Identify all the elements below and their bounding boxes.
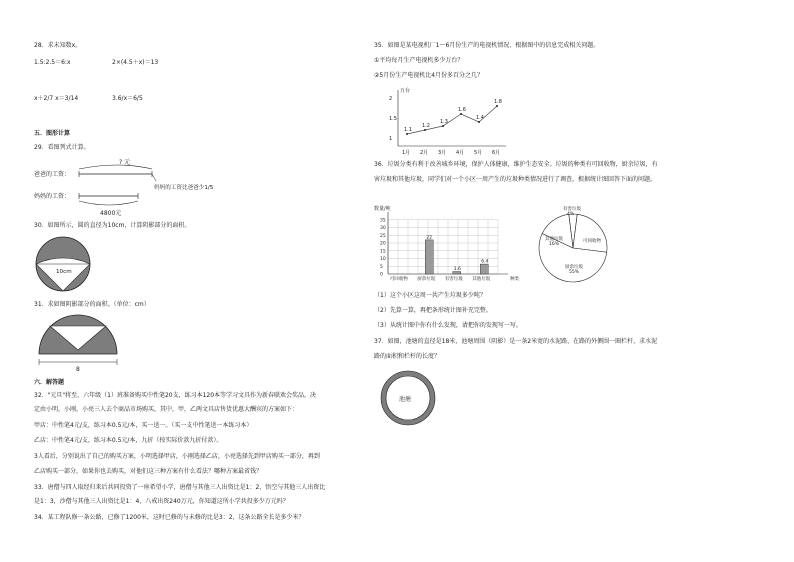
q34-text: 34．某工程队修一条公路，已修了1200米，这时已修的与未修的比是3：2，这条公路全长是多少米？ [34, 514, 305, 521]
pie-label-line: 4% [567, 212, 575, 217]
q28-equation-1: 1.5:2.5＝6:x [34, 59, 71, 66]
x-tick-label: 6月 [492, 150, 501, 156]
q37-pond-label: 池塘 [399, 396, 412, 403]
q33-line-2: 是1：3，沙僧与其他三人出资比是1：4，八戒出资240万元，你知道这所小学共投多少万元吗？ [34, 498, 289, 505]
data-label: 1.6 [458, 107, 466, 113]
section-5-heading: 五．图形计算 [34, 130, 71, 137]
y-tick-label: 0 [380, 272, 383, 278]
y-axis-unit-label: 万台 [400, 88, 411, 94]
q36-question-1: （1）这个小区这周一共产生垃圾多少吨？ [374, 292, 486, 299]
x-tick-label: 其他垃圾 [472, 277, 491, 282]
q35-line-chart [380, 84, 510, 154]
q29-total-label: ? 元 [119, 159, 131, 166]
q29-title: 29．看图列式计算。 [34, 144, 90, 151]
pie-label-line: 有害垃圾 [563, 207, 581, 212]
y-tick-label: 2 [389, 96, 393, 102]
data-point [460, 113, 462, 115]
q37-line-2: 路的面积和栏杆的长度？ [374, 353, 441, 360]
q36-line-2: 害垃圾和其他垃圾，同学们对一个小区一周产生的垃圾种类情况进行了调查，根据统计图回答下面的问题。 [374, 176, 657, 183]
q28-title: 28．求未知数x。 [34, 42, 82, 49]
q31-diagram [34, 314, 134, 374]
q30-dimension: 10cm [56, 269, 72, 275]
q29-mother-label: 妈妈的工资： [34, 193, 71, 200]
data-label: 1.2 [422, 123, 430, 129]
q30-diagram [34, 235, 94, 295]
q29-note: 妈妈的工资比爸爸少1/5 [154, 185, 214, 191]
q33-line-1: 33．唐僧与四人取经归来后共同投资了一座希望小学，唐僧与其他三人出资比是1：2，悟空与其他三人出资比 [34, 484, 326, 491]
pie-label-line: 55% [569, 270, 580, 275]
q35-line-2: ①平均每月生产电视机多少万台？ [374, 57, 464, 64]
q32-line-6: 乙店购买一部分，如果你也去购买，对他们这三种方案有什么看法？哪种方案最省钱？ [34, 468, 263, 475]
q29-top-brace [79, 165, 152, 169]
q29-bottom-label: 4800元 [100, 210, 122, 217]
y-tick-label: 20 [380, 241, 386, 247]
q32-line-5: 3人看后，分别说出了自己的购买方案，小明选择甲店，小刚选择乙店，小亮选择先到甲店购买一部分，再到 [34, 453, 320, 460]
q31-title: 31．求如图阴影部分的面积。（单位：cm） [34, 301, 150, 308]
data-label: 1.8 [494, 99, 502, 105]
q29-father-label: 爸爸的工资： [34, 171, 71, 178]
pie-label-line: 可回收物 [583, 239, 601, 244]
x-tick-label: 4月 [456, 150, 465, 156]
q31-dimension: 8 [76, 366, 80, 373]
x-tick-label: 可回收物 [389, 277, 408, 282]
q28-equation-4: 3.6/x＝6/5 [112, 95, 143, 102]
y-tick-label: 25 [380, 233, 386, 239]
pie-label-line: 其他垃圾 [545, 237, 563, 242]
q35-line-1: 35．如图是某电视机厂1～6月份生产的电视机情况，根据图中的信息完成相关问题。 [374, 42, 600, 49]
data-label: 1.4 [476, 115, 484, 121]
q35-line-3: ②5月份生产电视机比4月份多百分之几？ [374, 72, 484, 79]
q29-diagram [34, 157, 244, 217]
y-tick-label: 1.5 [389, 116, 397, 122]
data-point [478, 121, 480, 123]
q30-title: 30．如图所示，圆的直径为10cm，计算阴影部分的面积。 [34, 222, 191, 229]
data-point [424, 129, 426, 131]
x-tick-label: 3月 [438, 150, 447, 156]
y-tick-label: 10 [380, 257, 386, 262]
q32-line-1: 32．"元旦"将至，六年级（1）班准备购买中性笔20支，练习本120本等学习文具作为新春联欢会奖品，决 [34, 392, 317, 399]
q37-pond-diagram [380, 370, 440, 430]
section-6-heading: 六．解答题 [34, 379, 65, 386]
pie-slice [573, 214, 607, 252]
data-point [406, 133, 408, 135]
bar-value-label: 22 [426, 235, 432, 241]
pie-label-line: 16% [549, 242, 560, 247]
data-label: 1.1 [404, 127, 412, 133]
bar-value-label: 1.6 [453, 267, 461, 273]
x-tick-label: 厨余垃圾 [417, 277, 436, 282]
y-axis-title: 数量/吨 [374, 206, 391, 212]
bar [480, 264, 488, 274]
q29-bottom-brace [79, 201, 138, 205]
q36-question-2: （2）先算一算，再把条形统计图补充完整。 [374, 307, 492, 314]
x-tick-label: 2月 [420, 150, 429, 156]
q28-equation-3: x＋2/7 x＝3/14 [34, 95, 79, 102]
q36-question-3: （3）从统计图中你有什么发现，请把你的发现写一写。 [374, 322, 522, 329]
x-tick-label: 1月 [402, 150, 411, 156]
y-tick-label: 30 [380, 226, 386, 231]
pie-label-line: 厨余垃圾 [565, 265, 583, 270]
q36-bar-chart [374, 206, 524, 286]
bar-value-label: 6.4 [481, 259, 489, 265]
bar [425, 240, 433, 274]
q32-line-3: 甲店：中性笔4元/支，练习本0.5元/本，买一送一。（买一支中性笔送一本练习本） [34, 422, 253, 429]
y-tick-label: 15 [380, 249, 386, 255]
q37-line-1: 37．如图，池塘的直径是18米，池塘周围（阴影）是一条2米宽的水泥路，在路的外侧围一圈栏杆，求水泥 [374, 338, 658, 345]
q32-line-4: 乙店：中性笔4元/支，练习本0.5元/本，九折（按实际价款九折付款）。 [34, 437, 223, 444]
q28-equation-2: 2×(4.5＋x)＝13 [112, 59, 159, 66]
y-tick-label: 5 [380, 264, 383, 270]
data-point [496, 105, 498, 107]
data-point [442, 125, 444, 127]
x-axis-title: 种类 [510, 277, 519, 282]
x-tick-label: 5月 [474, 150, 483, 156]
x-tick-label: 有害垃圾 [444, 277, 463, 282]
q32-line-2: 定由小明，小刚，小亮三人去个商品市场购买，其中，甲，乙两文具店售货优惠大酬宾的方案如下： [34, 406, 299, 413]
y-tick-label: 1 [389, 136, 393, 142]
q36-pie-chart [528, 200, 618, 290]
pie-slice-label [583, 237, 601, 244]
y-tick-label: 35 [380, 218, 386, 224]
q36-line-1: 36．垃圾分类有利于改善城乡环境，保护人体健康，维护生态安全。垃圾的种类有可回收物，厨余垃圾，有 [374, 161, 658, 168]
data-label: 1.3 [440, 119, 448, 125]
